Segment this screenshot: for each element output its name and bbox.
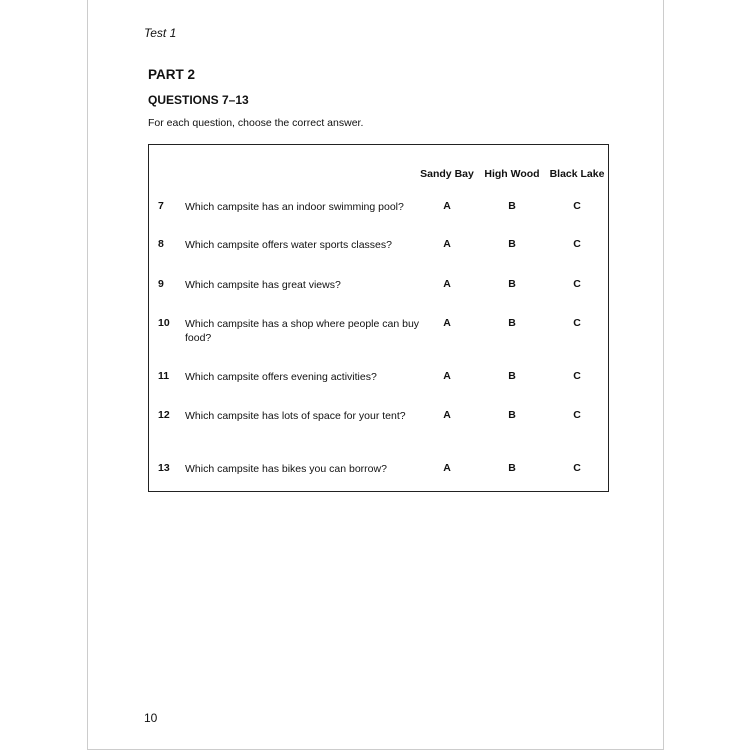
question-text: Which campsite has bikes you can borrow?: [185, 463, 387, 475]
question-text: Which campsite offers water sports classes?: [185, 239, 392, 251]
question-number: 13: [158, 462, 170, 474]
question-number: 11: [158, 370, 170, 382]
question-text: Which campsite offers evening activities?: [185, 371, 377, 383]
option-c[interactable]: C: [573, 370, 581, 382]
instruction: For each question, choose the correct answer.: [148, 117, 364, 129]
option-a[interactable]: A: [443, 238, 451, 250]
question-number: 7: [158, 200, 164, 212]
question-text: Which campsite has a shop where people can buy food?: [185, 318, 420, 344]
questions-range: QUESTIONS 7–13: [148, 93, 249, 107]
question-number: 9: [158, 278, 164, 290]
option-b[interactable]: B: [508, 409, 516, 421]
option-a[interactable]: A: [443, 200, 451, 212]
question-text: Which campsite has great views?: [185, 279, 341, 291]
option-c[interactable]: C: [573, 317, 581, 329]
option-c[interactable]: C: [573, 238, 581, 250]
option-b[interactable]: B: [508, 462, 516, 474]
running-header: Test 1: [144, 26, 177, 40]
part-title: PART 2: [148, 67, 196, 82]
column-header: Black Lake: [549, 168, 605, 180]
column-header: High Wood: [484, 168, 540, 180]
option-b[interactable]: B: [508, 370, 516, 382]
option-a[interactable]: A: [443, 462, 451, 474]
page-number: 10: [144, 711, 158, 725]
option-b[interactable]: B: [508, 278, 516, 290]
option-c[interactable]: C: [573, 278, 581, 290]
option-c[interactable]: C: [573, 409, 581, 421]
option-c[interactable]: C: [573, 200, 581, 212]
question-text: Which campsite has lots of space for your tent?: [185, 410, 406, 422]
option-c[interactable]: C: [573, 462, 581, 474]
question-text: Which campsite has an indoor swimming pool?: [185, 201, 404, 213]
option-b[interactable]: B: [508, 317, 516, 329]
column-header: Sandy Bay: [420, 168, 474, 180]
question-number: 8: [158, 238, 164, 250]
option-a[interactable]: A: [443, 370, 451, 382]
option-b[interactable]: B: [508, 200, 516, 212]
option-a[interactable]: A: [443, 409, 451, 421]
option-b[interactable]: B: [508, 238, 516, 250]
option-a[interactable]: A: [443, 317, 451, 329]
option-a[interactable]: A: [443, 278, 451, 290]
question-number: 12: [158, 409, 170, 421]
question-number: 10: [158, 317, 170, 329]
